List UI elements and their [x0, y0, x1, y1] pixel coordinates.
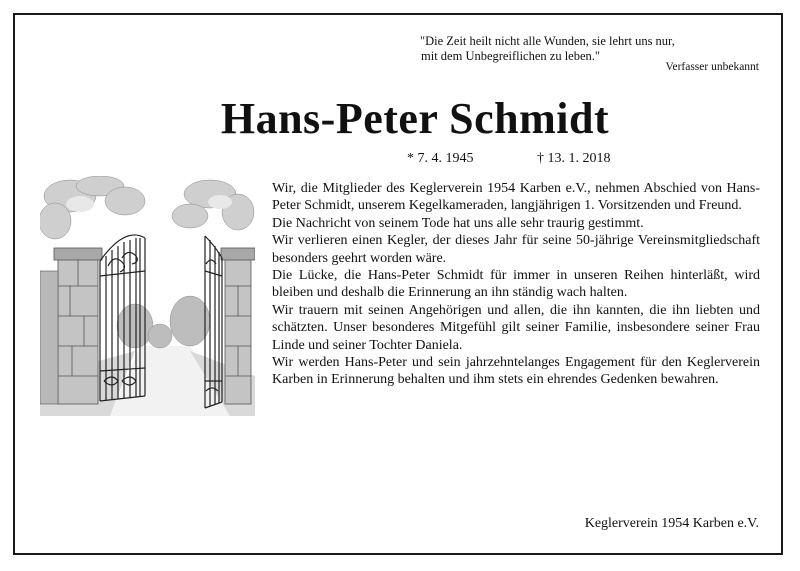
quote-block [420, 34, 675, 64]
paragraph: Wir trauern mit seinen Angehörigen und allen, die ihn kannten, die ihn liebten und schätzten. Unser besonderes Mitgefühl gilt seiner Familie, insbesondere seiner Frau Linde und seiner Tochter Daniela. [272, 302, 760, 353]
death-date: † 13. 1. 2018 [537, 151, 611, 166]
obituary-text [272, 180, 760, 389]
paragraph: Wir verlieren einen Kegler, der dieses Jahr für seine 50-jährige Vereinsmitgliedschaft besonders geehrt worden wäre. [272, 233, 760, 266]
paragraph: Wir, die Mitglieder des Keglerverein 1954 Karben e.V., nehmen Abschied von Hans-Peter Schmidt, unserem Kegelkameraden, langjährigen 1. Vorsitzenden und Freund. [272, 181, 760, 214]
birth-date: * 7. 4. 1945 [407, 151, 474, 166]
deceased-name: Hans-Peter Schmidt [220, 94, 610, 143]
signature: Keglerverein 1954 Karben e.V. [584, 516, 759, 531]
quote-author: Verfasser unbekannt [665, 61, 759, 73]
paragraph: Die Nachricht von seinem Tode hat uns alle sehr traurig gestimmt. [272, 215, 644, 231]
quote-line-1: "Die Zeit heilt nicht alle Wunden, sie lehrt uns nur, [420, 34, 675, 48]
paragraph: Die Lücke, die Hans-Peter Schmidt für immer in unseren Reihen hinterläßt, wird bleiben und deshalb die Erinnerung an ihn ständig wach halten. [272, 268, 760, 301]
quote-line-2: mit dem Unbegreiflichen zu leben." [421, 49, 600, 63]
garden-gate-illustration [40, 176, 255, 416]
paragraph: Wir werden Hans-Peter und sein jahrzehntelanges Engagement für den Keglerverein Karben in Erinnerung behalten und ihm stets ein ehrendes Gedenken bewahren. [272, 355, 760, 388]
